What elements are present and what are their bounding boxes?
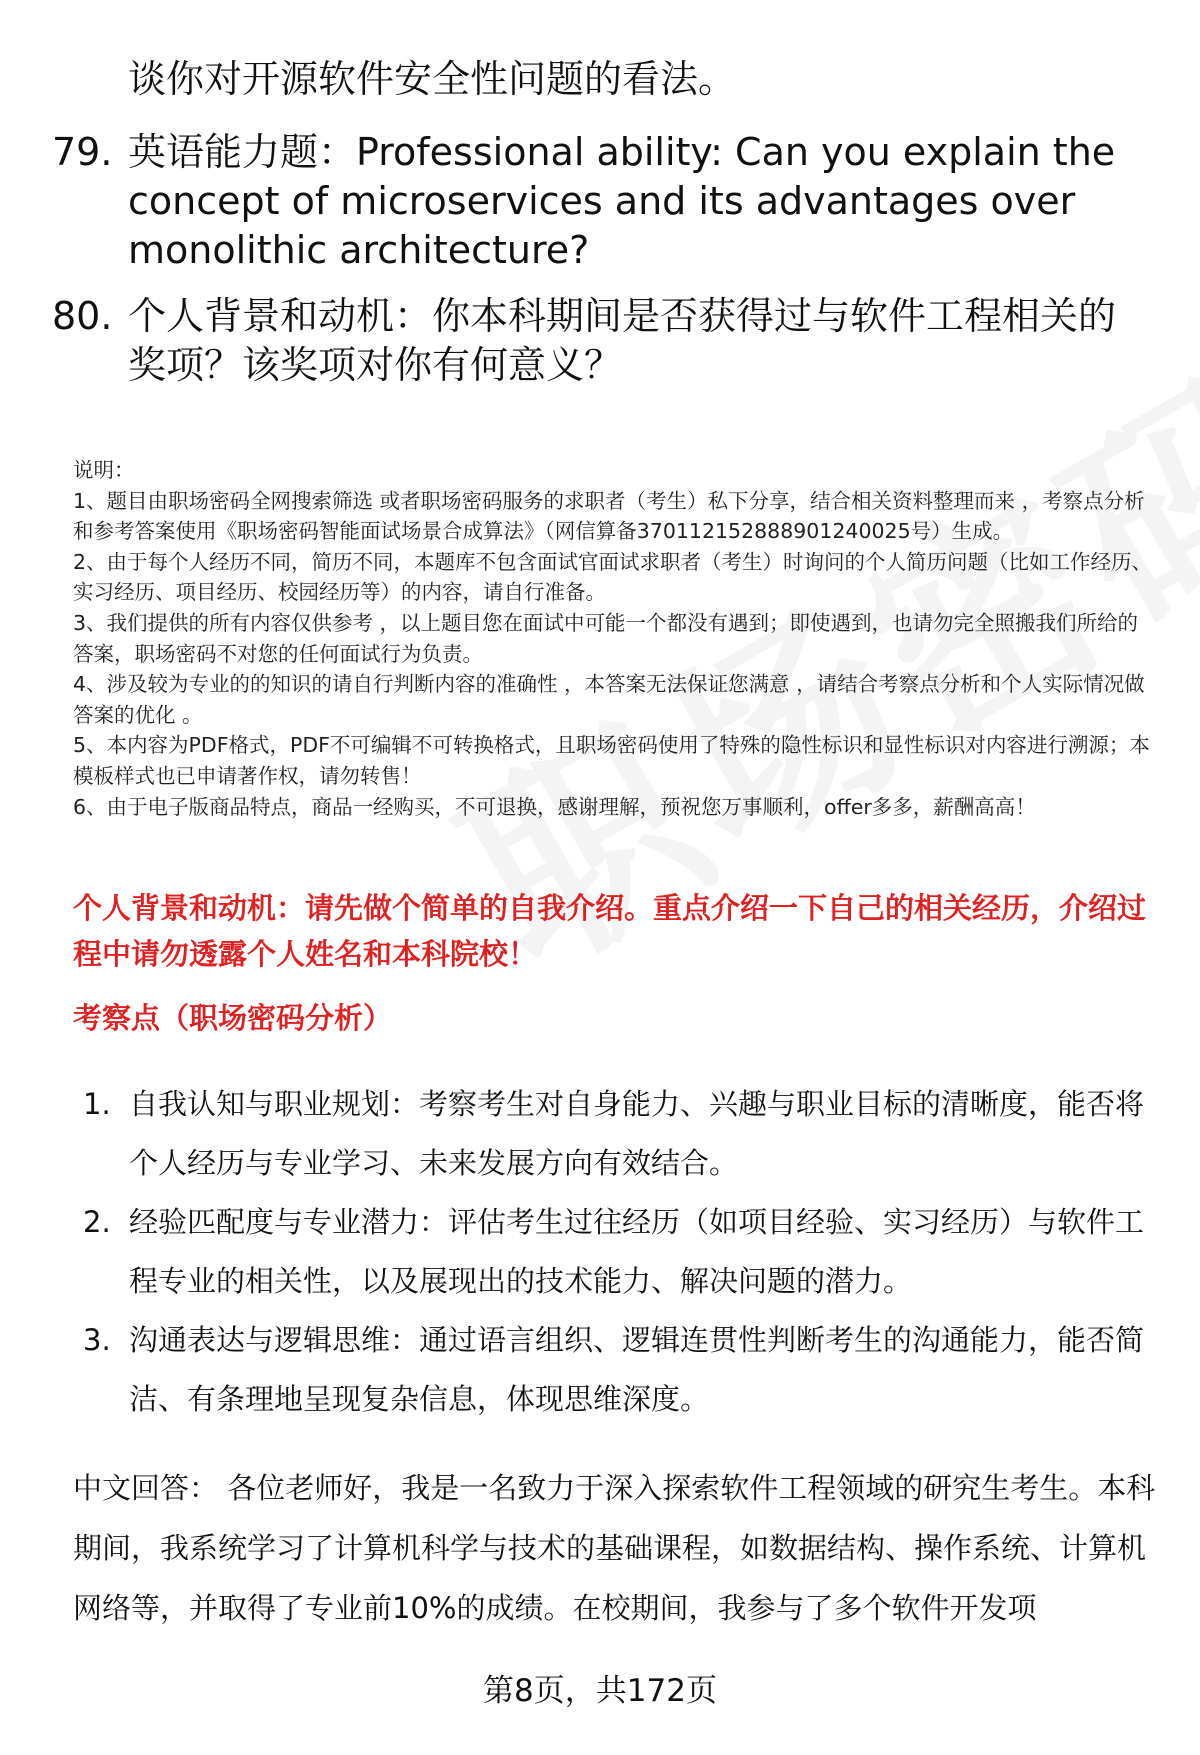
question-number: 79. [52, 130, 113, 174]
assessment-point [73, 1193, 1163, 1311]
note-item: 5、本内容为PDF格式，PDF不可编辑不可转换格式，且职场密码使用了特殊的隐性标识和显性标识对内容进行溯源；本模板样式也已申请著作权，请勿转售！ [73, 733, 1150, 788]
disclaimer-notes [73, 455, 1158, 822]
note-item: 6、由于电子版商品特点，商品一经购买，不可退换，感谢理解，预祝您万事顺利，offer多多，薪酬高高！ [73, 794, 1036, 819]
point-number: 1. [83, 1087, 111, 1121]
assessment-point [73, 1311, 1163, 1429]
note-item: 3、我们提供的所有内容仅供参考 ，以上题目您在面试中可能一个都没有遇到；即使遇到，也请勿完全照搬我们所给的答案，职场密码不对您的任何面试行为负责。 [73, 610, 1139, 666]
point-text: 经验匹配度与专业潜力：评估考生过往经历（如项目经验、实习经历）与软件工程专业的相关性，以及展现出的技术能力、解决问题的潜力。 [129, 1205, 1145, 1298]
featured-question: 个人背景和动机：请先做个简单的自我介绍。重点介绍一下自己的相关经历，介绍过程中请勿透露个人姓名和本科院校！ [73, 891, 1147, 971]
question-text: 英语能力题：Professional ability: Can you explain the concept of microservices and its advantages over monolithic architecture? [128, 130, 1116, 272]
note-item: 4、涉及较为专业的的知识的请自行判断内容的准确性 ，本答案无法保证您满意 ，请结合考察点分析和个人实际情况做答案的优化 。 [73, 672, 1145, 727]
point-number: 3. [83, 1323, 111, 1357]
note-item: 2、由于每个人经历不同，简历不同，本题库不包含面试官面试求职者（考生）时询问的个人简历问题（比如工作经历、实习经历、项目经历、校园经历等）的内容，请自行准备。 [73, 549, 1153, 605]
point-text: 自我认知与职业规划：考察考生对自身能力、兴趣与职业目标的清晰度，能否将个人经历与专业学习、未来发展方向有效结合。 [129, 1087, 1145, 1180]
note-item: 1、题目由职场密码全网搜索筛选 或者职场密码服务的求职者（考生）私下分享，结合相关资料整理而来 ，考察点分析和参考答案使用《职场密码智能面试场景合成算法》（网信算备370112152888901240025号）生成。 [73, 488, 1145, 544]
question-number: 80. [52, 294, 113, 338]
point-text: 沟通表达与逻辑思维：通过语言组织、逻辑连贯性判断考生的沟通能力，能否简洁、有条理地呈现复杂信息，体现思维深度。 [129, 1323, 1145, 1416]
assessment-points [73, 1075, 1163, 1429]
question-text: 个人背景和动机：你本科期间是否获得过与软件工程相关的奖项？该奖项对你有何意义？ [128, 294, 1117, 387]
point-number: 2. [83, 1205, 111, 1239]
notes-title: 说明： [73, 458, 135, 482]
assessment-point [73, 1075, 1163, 1193]
question-78-continuation: 谈你对开源软件安全性问题的看法。 [128, 57, 737, 101]
chinese-answer: 中文回答： 各位老师好，我是一名致力于深入探索软件工程领域的研究生考生。本科期间，我系统学习了计算机科学与技术的基础课程，如数据结构、操作系统、计算机网络等，并取得了专业前10%的成绩。在校期间，我参与了多个软件开发项 [73, 1471, 1156, 1625]
page-footer: 第8页，共172页 [483, 1673, 717, 1709]
section-title: 考察点（职场密码分析） [73, 1001, 393, 1035]
